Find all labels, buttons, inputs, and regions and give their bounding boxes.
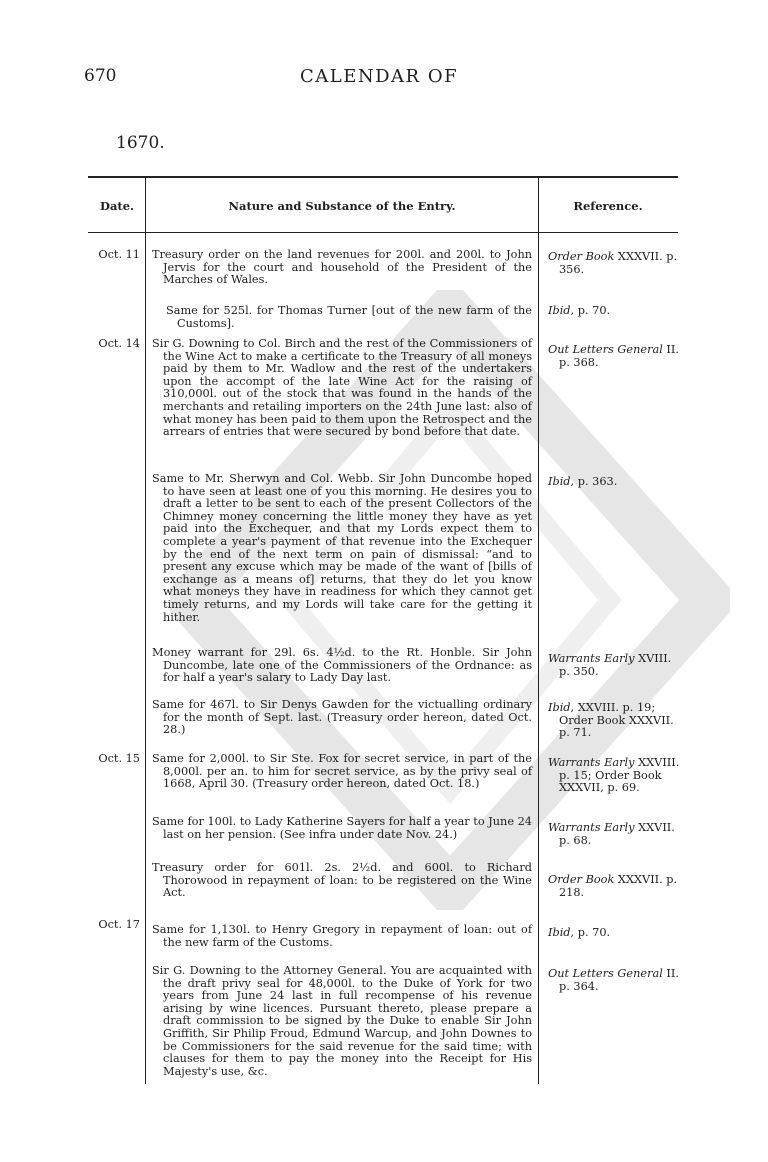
row-6-entry: Same for 467l. to Sir Denys Gawden for the victualling ordinary for the month of Sept. last. (Treasury order hereon, dated Oct. 28.) [152,698,532,737]
row-3-date: Oct. 14 [98,337,140,350]
column-header-reference: Reference. [573,199,643,213]
row-7-reference: Warrants Early XXVIII. p. 15; Order Book XXXVII, p. 69. [548,756,680,795]
row-1-entry: Treasury order on the land revenues for 200l. and 200l. to John Jervis for the court and household of the President of the Marches of Wales. [152,248,532,287]
row-11-reference: Out Letters General II. p. 364. [548,967,679,993]
row-7-entry: Same for 2,000l. to Sir Ste. Fox for secret service, in part of the 8,000l. per an. to him for secret service, as by the privy seal of 1668, April 30. (Treasury order hereon, dated Oct. 18.) [152,752,532,791]
row-11-entry: Sir G. Downing to the Attorney General. You are acquainted with the draft privy seal for 48,000l. to the Duke of York for two years from June 24 last in full recompense of his revenue arising by wine licences. Pursuant thereto, please prepare a draft commission to be signed by the Duke to enable Sir John Griffith, Sir Philip Froud, Edmund Warcup, and John Downes to be Commissioners for the said revenue for the said time; with clauses for them to pay the money into the Receipt for His Majesty's use, &c. [152,964,532,1078]
row-3-reference: Out Letters General II. p. 368. [548,343,679,369]
row-2-reference: Ibid, p. 70. [548,304,611,317]
column-divider-left [145,178,146,1084]
row-10-entry: Same for 1,130l. to Henry Gregory in repayment of loan: out of the new farm of the Customs. [152,923,532,949]
row-1-date: Oct. 11 [98,248,140,261]
row-2-entry: Same for 525l. for Thomas Turner [out of the new farm of the Customs]. [166,304,532,330]
row-1-reference: Order Book XXXVII. p. 356. [548,250,678,276]
row-9-entry: Treasury order for 601l. 2s. 2½d. and 600l. to Richard Thorowood in repayment of loan: to be registered on the Wine Act. [152,861,532,900]
table-header-rule [88,232,678,233]
row-6-reference: Ibid, XXVIII. p. 19; Order Book XXXVII. p. 71. [548,701,674,740]
row-9-reference: Order Book XXXVII. p. 218. [548,873,678,899]
column-header-date: Date. [99,199,135,213]
running-title: CALENDAR OF [300,66,459,87]
row-8-reference: Warrants Early XXVII. p. 68. [548,821,675,847]
column-header-entry: Nature and Substance of the Entry. [228,199,456,213]
table-top-rule [88,176,678,178]
row-10-date: Oct. 17 [98,918,140,931]
row-4-entry: Same to Mr. Sherwyn and Col. Webb. Sir John Duncombe hoped to have seen at least one of you this morning. He desires you to draft a letter to be sent to each of the present Collectors of the Chimney money concerning the little money they have as yet paid into the Exchequer, and that my Lords expect them to complete a year's payment of that revenue into the Exchequer by the end of the next term on pain of dismissal: “and to present any excuse which may be made of the want of [bills of exchange as a means of] returns, that they do let you know what moneys they have in readiness for which they cannot get timely returns, and my Lords will take care for the getting it hither. [152,472,532,624]
row-4-reference: Ibid, p. 363. [548,475,618,488]
row-10-reference: Ibid, p. 70. [548,926,611,939]
row-3-entry: Sir G. Downing to Col. Birch and the rest of the Commissioners of the Wine Act to make a certificate to the Treasury of all moneys paid by them to Mr. Wadlow and the rest of the undertakers upon the accompt of the late Wine Act for the raising of 310,000l. out of the stock that was found in the hands of the merchants and retailing importers on the 24th June last: also of what money has been paid to them upon the Retrospect and the arrears of entries that were secured by bond before that date. [152,337,532,439]
column-divider-right [538,178,539,1084]
row-8-entry: Same for 100l. to Lady Katherine Sayers for half a year to June 24 last on her pension. (See infra under date Nov. 24.) [152,815,532,841]
page-number: 670 [84,66,117,86]
year-heading: 1670. [116,133,165,153]
row-5-reference: Warrants Early XVIII. p. 350. [548,652,672,678]
row-5-entry: Money warrant for 29l. 6s. 4½d. to the Rt. Honble. Sir John Duncombe, late one of the Commissioners of the Ordnance: as for half a year's salary to Lady Day last. [152,646,532,685]
row-7-date: Oct. 15 [98,752,140,765]
